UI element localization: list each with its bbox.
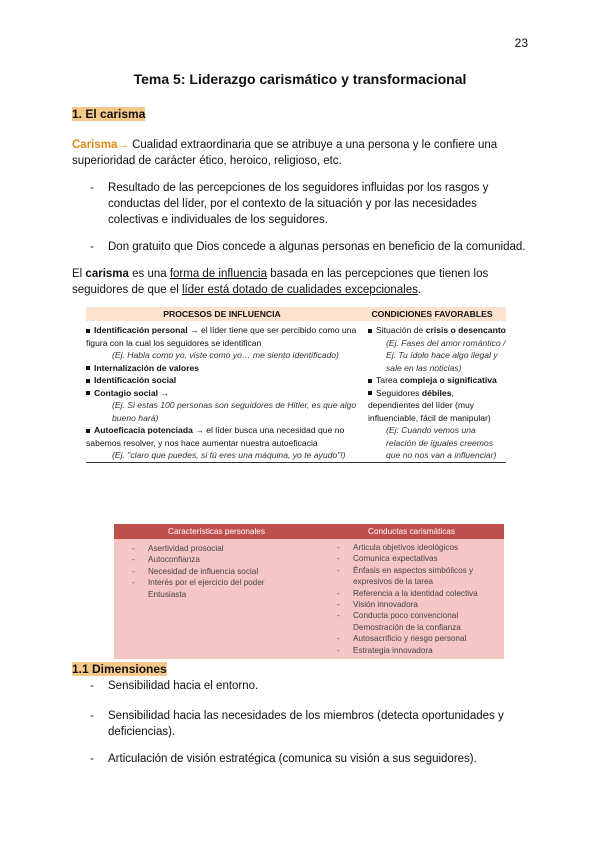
list-item: - Visión innovadora bbox=[337, 600, 418, 610]
list-item: - Autosacrificio y riesgo personal bbox=[337, 634, 467, 644]
definition-text: Cualidad extraordinaria que se atribuye a una persona y le confiere una superioridad de carácter ético, heroico, religioso, etc. bbox=[72, 139, 498, 167]
definition-paragraph bbox=[72, 137, 524, 169]
header-charismatic-behaviors: Conductas carismáticas bbox=[368, 526, 455, 536]
processes-column bbox=[86, 321, 358, 462]
list-item: Contagio social → bbox=[86, 387, 358, 400]
page-title: Tema 5: Liderazgo carismático y transformacional bbox=[133, 71, 467, 87]
list-item: - Estrategia innovadora bbox=[337, 645, 433, 655]
list-item: - Autoconfianza bbox=[132, 555, 200, 565]
traits-table bbox=[114, 524, 504, 659]
list-item: - Articula objetivos ideológicos bbox=[337, 543, 459, 552]
example-text: (Ej. Si estas 100 personas son seguidores de Hitler, es que algo bueno hará) bbox=[112, 400, 357, 423]
list-item: Entusiasta bbox=[148, 589, 187, 599]
bullet-text: Sensibilidad hacia las necesidades de los miembros (detecta oportunidades y deficiencias). bbox=[108, 710, 504, 738]
list-item: Tarea compleja o significativa bbox=[368, 374, 506, 387]
bullet-item: - Resultado de las percepciones de los seguidores influidas por los rasgos y conductas del líder, por el contexto de la situación y por las necesidades colectivas e individuales de los seguidores. bbox=[90, 180, 530, 228]
underlined-phrase: forma de influencia bbox=[169, 268, 267, 280]
influence-table bbox=[86, 307, 506, 463]
example-text: (Ej. Habla como yo, viste como yo… me siento identificado) bbox=[112, 350, 339, 360]
list-item: Identificación social bbox=[86, 374, 358, 387]
bullet-text: Articulación de visión estratégica (comunica su visión a sus seguidores). bbox=[108, 753, 477, 765]
page-number: 23 bbox=[514, 36, 528, 50]
conditions-column bbox=[358, 321, 506, 462]
list-item: - Conducta poco convencional bbox=[337, 611, 459, 621]
section-heading-carisma bbox=[72, 107, 145, 121]
traits-column bbox=[114, 539, 319, 659]
definition-term: Carisma bbox=[72, 139, 118, 151]
bullet-text: Don gratuito que Dios concede a algunas personas en beneficio de la comunidad. bbox=[108, 241, 526, 253]
example-text: (Ej. "claro que puedes, si tú eres una máquina, yo te ayudo"!) bbox=[112, 450, 346, 460]
carisma-bold: carisma bbox=[85, 268, 129, 280]
influence-paragraph: El carisma es una forma de influencia basada en las percepciones que tienen los seguidores de que el líder está dotado de cualidades excepcionales. bbox=[72, 268, 489, 296]
list-item: - Referencia a la identidad colectiva bbox=[337, 588, 478, 598]
traits-table-header bbox=[114, 524, 504, 539]
list-item: Seguidores débiles, dependientes del líder (muy influenciable, fácil de manipular) bbox=[368, 387, 491, 423]
header-conditions: CONDICIONES FAVORABLES bbox=[371, 308, 493, 319]
header-personal-traits: Características personales bbox=[168, 526, 265, 536]
list-item: - Énfasis en aspectos simbólicos y expresivos de la tarea bbox=[337, 565, 474, 587]
bullet-item: - Sensibilidad hacia el entorno. bbox=[90, 678, 530, 694]
bullet-text: Resultado de las percepciones de los seguidores influidas por los rasgos y conductas del líder, por el contexto de la situación y por las necesidades colectivas e individuales de los seguidores. bbox=[108, 182, 489, 226]
header-processes: PROCESOS DE INFLUENCIA bbox=[163, 308, 281, 319]
list-item: Situación de crisis o desencanto bbox=[368, 324, 506, 337]
bullet-item: - Don gratuito que Dios concede a algunas personas en beneficio de la comunidad. bbox=[90, 239, 530, 255]
list-item: - Asertividad prosocial bbox=[132, 544, 224, 553]
example-text: (Ej: Cuando vemos una relación de iguales creemos que no nos van a influenciar) bbox=[386, 425, 497, 460]
section-heading-dimensiones bbox=[72, 662, 167, 676]
example-text: (Ej. Fases del amor romántico / Ej. Tu ídolo hace algo ilegal y sale en las noticias) bbox=[386, 337, 506, 373]
bullet-item: - Sensibilidad hacia las necesidades de los miembros (detecta oportunidades y deficiencias). bbox=[90, 708, 530, 740]
list-item: - Interés por el ejercicio del poder bbox=[132, 578, 265, 588]
list-item: Demostración de la confianza bbox=[353, 622, 461, 632]
list-item: Identificación personal → el líder tiene que ser percibido como una figura con la cual los seguidores se identifican bbox=[86, 325, 357, 348]
list-item: Internalización de valores bbox=[86, 362, 358, 375]
bullet-text: Sensibilidad hacia el entorno. bbox=[108, 680, 259, 692]
behaviors-column bbox=[319, 539, 504, 659]
section-heading-text: 1. El carisma bbox=[72, 107, 146, 121]
underlined-phrase: líder está dotado de cualidades excepcionales bbox=[181, 284, 418, 296]
list-item: Autoeficacia potenciada → el líder busca una necesidad que no sabemos resolver, y nos hace aumentar nuestra autoeficacia bbox=[86, 425, 345, 448]
list-item: - Comunica expectativas bbox=[337, 554, 438, 564]
list-item: - Necesidad de influencia social bbox=[132, 566, 259, 576]
definition-arrow: → bbox=[117, 139, 129, 151]
bullet-item: - Articulación de visión estratégica (comunica su visión a sus seguidores). bbox=[90, 751, 530, 767]
table-divider bbox=[86, 462, 506, 463]
influence-table-header bbox=[86, 307, 506, 321]
section-heading-text: 1.1 Dimensiones bbox=[72, 662, 167, 676]
